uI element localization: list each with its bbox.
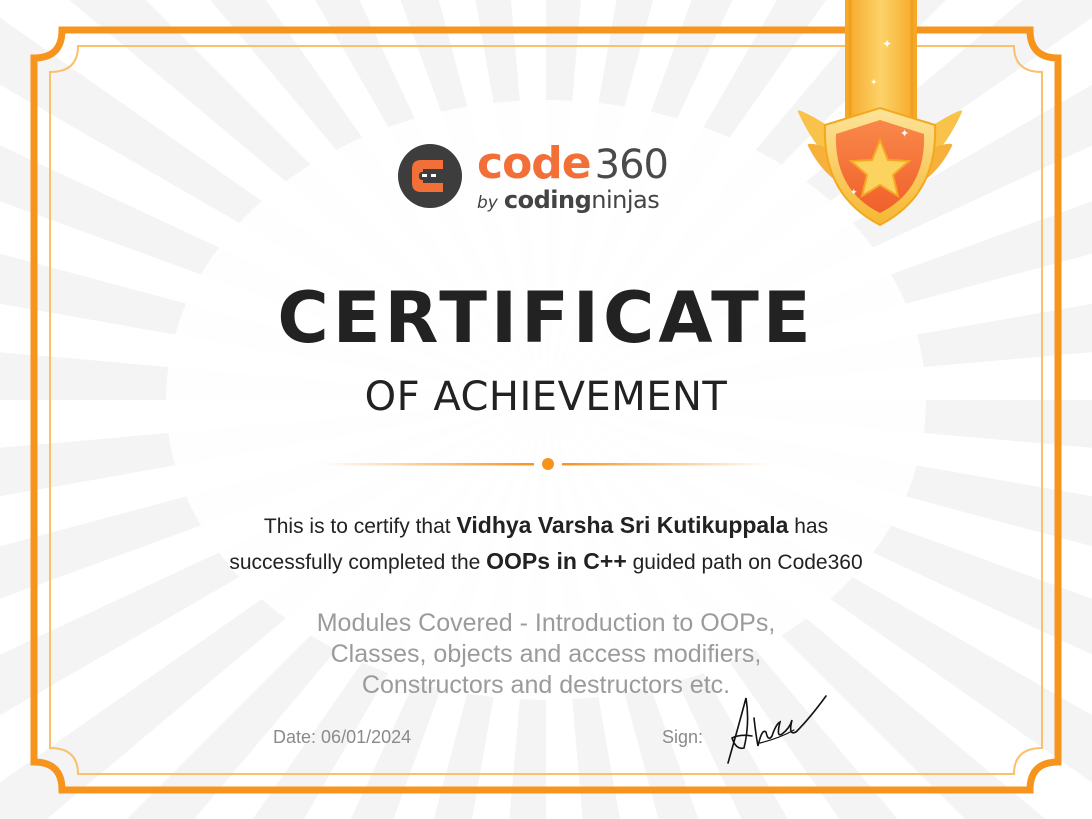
code360-logo [397,140,697,215]
modules-covered [0,608,1092,701]
certificate-title: CERTIFICATE [277,277,815,359]
signature-image [720,688,835,770]
achievement-badge-icon [790,0,970,235]
sign-label: Sign: [662,727,704,747]
modules-line-1: Modules Covered - Introduction to OOPs, [316,609,776,637]
date-label: Date: [273,727,317,747]
certify-statement [0,508,1092,580]
modules-line-3: Constructors and destructors etc. [361,671,731,699]
logo-wordmark [477,138,668,190]
svg-text:✦: ✦ [900,127,910,140]
svg-text:✦: ✦ [870,78,878,88]
logo-by: by [477,193,498,213]
completed-suffix: guided path on Code360 [632,551,863,574]
certify-line-2 [0,544,1092,580]
logo-parent-light: ninjas [591,186,660,214]
ninja-logo-icon [397,143,463,209]
completed-prefix: successfully completed the [229,551,481,574]
logo-brand: code [477,138,591,189]
recipient-name: Vidhya Varsha Sri Kutikuppala [456,512,789,538]
certify-line-1 [0,508,1092,544]
logo-parent-bold: coding [503,186,592,214]
logo-byline [477,186,659,214]
course-name: OOPs in C++ [486,548,627,574]
date-value: 06/01/2024 [321,727,412,747]
certify-has: has [794,515,829,538]
svg-text:✦: ✦ [850,188,858,198]
issue-date [273,727,411,748]
title-divider [322,456,772,472]
logo-number: 360 [594,142,669,188]
svg-text:✦: ✦ [882,37,893,51]
certificate-subtitle: OF ACHIEVEMENT [364,374,728,420]
modules-line-2: Classes, objects and access modifiers, [330,640,762,668]
certify-prefix: This is to certify that [263,515,451,538]
